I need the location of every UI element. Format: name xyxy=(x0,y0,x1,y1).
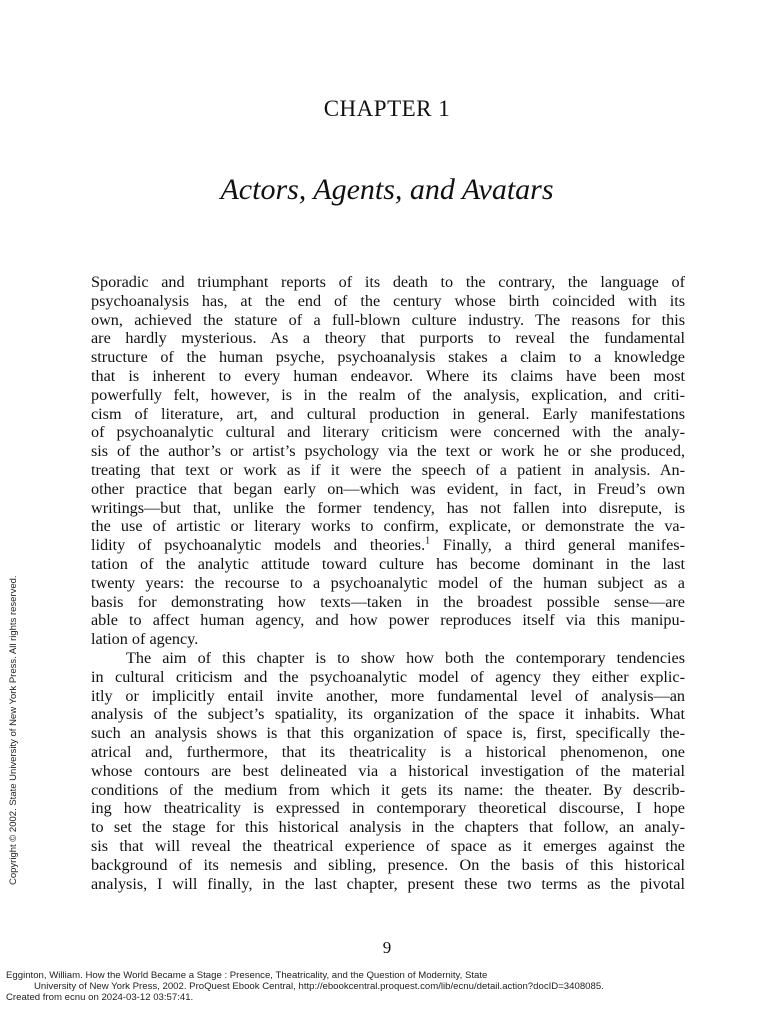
text-line: atrical and, furthermore, that its theatricality is a historical phenomenon, one xyxy=(91,742,685,761)
citation-footer xyxy=(6,970,762,1003)
side-copyright-notice: Copyright © 2002. State University of New York Press. All rights reserved. xyxy=(8,575,19,885)
text-line: of psychoanalytic cultural and literary criticism were concerned with the analy- xyxy=(91,423,685,442)
footer-line: Egginton, William. How the World Became a Stage : Presence, Theatricality, and the Question of Modernity, State xyxy=(6,970,488,981)
text-line: sis that will reveal the theatrical experience of space as it emerges against the xyxy=(91,836,685,855)
text-line: basis for demonstrating how texts—taken in the broadest possible sense—are xyxy=(91,592,685,611)
text-line: ing how theatricality is expressed in contemporary theoretical discourse, I hope xyxy=(91,799,685,818)
text-line: able to affect human agency, and how power reproduces itself via this manipu- xyxy=(91,611,685,630)
text-line: such an analysis shows is that this organization of space is, first, specifically the- xyxy=(91,724,685,743)
chapter-title: Actors, Agents, and Avatars xyxy=(220,173,554,206)
text-line: other practice that began early on—which was evident, in fact, in Freud’s own xyxy=(91,479,685,498)
page-number: 9 xyxy=(382,938,392,957)
text-line: that is inherent to every human endeavor. Where its claims have been most xyxy=(91,366,685,385)
text-line: The aim of this chapter is to show how both the contemporary tendencies xyxy=(126,648,685,667)
text-line: are hardly mysterious. As a theory that purports to reveal the fundamental xyxy=(91,329,685,348)
text-line: treating that text or work as if it were the speech of a patient in analysis. An- xyxy=(91,460,685,479)
text-line: Sporadic and triumphant reports of its death to the contrary, the language of xyxy=(91,273,685,291)
text-line-with-footnote xyxy=(91,536,685,555)
text-line: sis of the author’s or artist’s psychology via the text or work he or she produced, xyxy=(91,442,685,461)
text-segment: lidity of psychoanalytic models and theories. xyxy=(91,536,426,555)
text-line: writings—but that, unlike the former tendency, has not fallen into disrepute, is xyxy=(91,498,685,517)
text-line: cism of literature, art, and cultural production in general. Early manifestations xyxy=(91,404,685,423)
text-line: itly or implicitly entail invite another, more fundamental level of analysis—an xyxy=(91,686,685,705)
footer-line[interactable]: University of New York Press, 2002. ProQuest Ebook Central, http://ebookcentral.proquest.com/lib/ecnu/detail.action?docID=3408085. xyxy=(34,981,604,992)
text-line: background of its nemesis and sibling, presence. On the basis of this historical xyxy=(91,855,685,874)
chapter-label: CHAPTER 1 xyxy=(323,96,451,121)
text-line: whose contours are best delineated via a historical investigation of the material xyxy=(91,761,685,780)
text-line: to set the stage for this historical analysis in the chapters that follow, an analy- xyxy=(91,818,685,837)
footnote-ref[interactable]: 1 xyxy=(425,535,431,547)
text-line: lation of agency. xyxy=(91,630,199,649)
footer-line: Created from ecnu on 2024-03-12 03:57:41. xyxy=(6,992,194,1003)
text-line: own, achieved the stature of a full-blown culture industry. The reasons for this xyxy=(91,310,685,329)
text-line: powerfully felt, however, is in the realm of the analysis, explication, and criti- xyxy=(91,385,685,404)
text-line: analysis, I will finally, in the last chapter, present these two terms as the pivotal xyxy=(91,874,685,893)
text-line: tation of the analytic attitude toward culture has become dominant in the last xyxy=(91,554,685,573)
text-segment: Finally, a third general manifes- xyxy=(430,536,685,555)
text-line: psychoanalysis has, at the end of the century whose birth coincided with its xyxy=(91,291,685,310)
body-text xyxy=(91,273,685,893)
text-line: in cultural criticism and the psychoanalytic model of agency they either explic- xyxy=(91,667,685,686)
text-line: twenty years: the recourse to a psychoanalytic model of the human subject as a xyxy=(91,573,685,592)
text-line: conditions of the medium from which it gets its name: the theater. By describ- xyxy=(91,780,685,799)
text-line: analysis of the subject’s spatiality, its organization of the space it inhabits. What xyxy=(91,705,685,724)
text-line: the use of artistic or literary works to confirm, explicate, or demonstrate the va- xyxy=(91,517,685,536)
text-line: structure of the human psyche, psychoanalysis stakes a claim to a knowledge xyxy=(91,348,685,367)
